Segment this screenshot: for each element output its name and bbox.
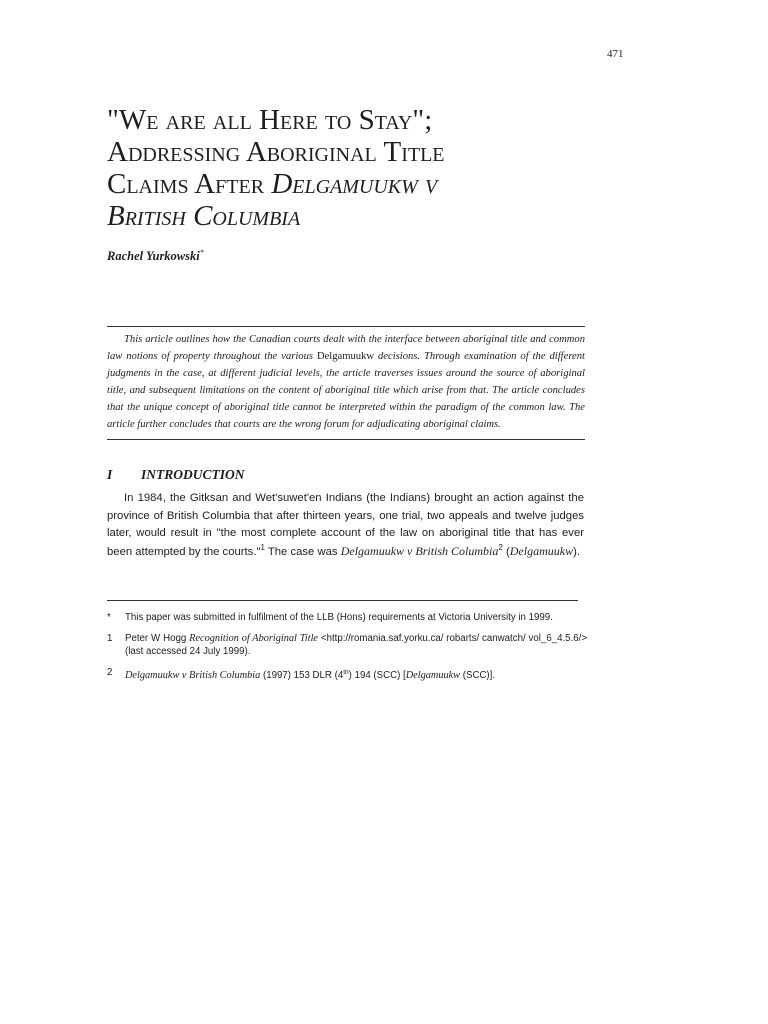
footnote-mark: 2: [107, 667, 113, 678]
body-paragraph: [107, 490, 584, 561]
article-title: [107, 104, 627, 232]
title-line-3-italic: Delgamuukw v: [271, 168, 438, 200]
author-byline: [107, 248, 204, 264]
title-line-4-italic: British Columbia: [107, 200, 301, 232]
footnote-mark: *: [107, 612, 111, 623]
footnote-2: [107, 666, 587, 682]
footnote-sup: th: [343, 669, 349, 676]
abstract-part-2: decisions. Through examination of the different judgments in the case, at different judicial levels, the article traverses issues around the source of aboriginal title, and subsequent limitations on the content of aboriginal title which arise from that. The article concludes that the unique concept of aboriginal title cannot be interpreted within the paradigm of the common law. The article further concludes that courts are the wrong forum for adjudicating aboriginal claims.: [107, 350, 585, 430]
footnote-author: Peter W Hogg: [125, 633, 190, 644]
footnote-citation-end: ) 194 (SCC) [: [348, 670, 406, 682]
footnote-url: <http://romania.saf.yorku.ca/ robarts/ canwatch/ vol_6_4.5.6/> (last accessed 24 July 1999).: [125, 633, 588, 657]
abstract-case-name: Delgamuukw: [316, 350, 375, 362]
body-part-4: ).: [573, 545, 580, 558]
abstract-text: [107, 332, 585, 433]
footnote-ref-1: 1: [260, 543, 265, 553]
author-name: Rachel Yurkowski: [107, 249, 200, 264]
footnote-mark: 1: [107, 633, 113, 644]
footnote-text: [125, 666, 587, 682]
footnote-title: Recognition of Aboriginal Title: [189, 633, 319, 644]
section-heading: [107, 467, 245, 483]
abstract-part-1: This article outlines how the Canadian courts dealt with the interface between aboriginal title and common law notions of property throughout the various: [107, 334, 585, 362]
title-line-1: "We are all Here to Stay";: [107, 104, 433, 136]
body-case-short: Delgamuukw: [509, 543, 574, 558]
footnote-ref-2: 2: [498, 543, 503, 553]
section-title: INTRODUCTION: [141, 467, 245, 482]
footnote-text: [125, 632, 587, 658]
footnote-short: Delgamuukw: [405, 670, 461, 682]
body-part-1: In 1984, the Gitksan and Wet'suwet'en Indians (the Indians) brought an action against the province of British Columbia that after thirteen years, one trial, two appeals and twelve judges later, would result in "the most complete account of the law on aboriginal title that has ever been attempted by the courts.": [107, 492, 584, 558]
abstract-box: [107, 326, 585, 440]
title-line-3: Claims After: [107, 168, 272, 200]
body-part-2: The case was: [264, 545, 341, 558]
footnotes: [107, 611, 587, 690]
section-number: I: [107, 467, 113, 482]
footnote-divider: [107, 600, 578, 601]
body-part-3: (: [502, 545, 510, 558]
footnote-citation: (1997) 153 DLR (4: [260, 670, 344, 682]
footnote-1: [107, 632, 587, 658]
page-number: 471: [607, 48, 624, 60]
footnote-star: [107, 611, 587, 624]
author-footnote-mark: *: [199, 248, 204, 257]
footnote-end: (SCC)].: [460, 670, 496, 682]
footnote-case: Delgamuukw v British Columbia: [125, 670, 261, 682]
title-line-2: Addressing Aboriginal Title: [107, 136, 445, 168]
footnote-text: This paper was submitted in fulfilment of the LLB (Hons) requirements at Victoria University in 1999.: [125, 612, 553, 623]
body-case-name: Delgamuukw v British Columbia: [340, 543, 499, 558]
